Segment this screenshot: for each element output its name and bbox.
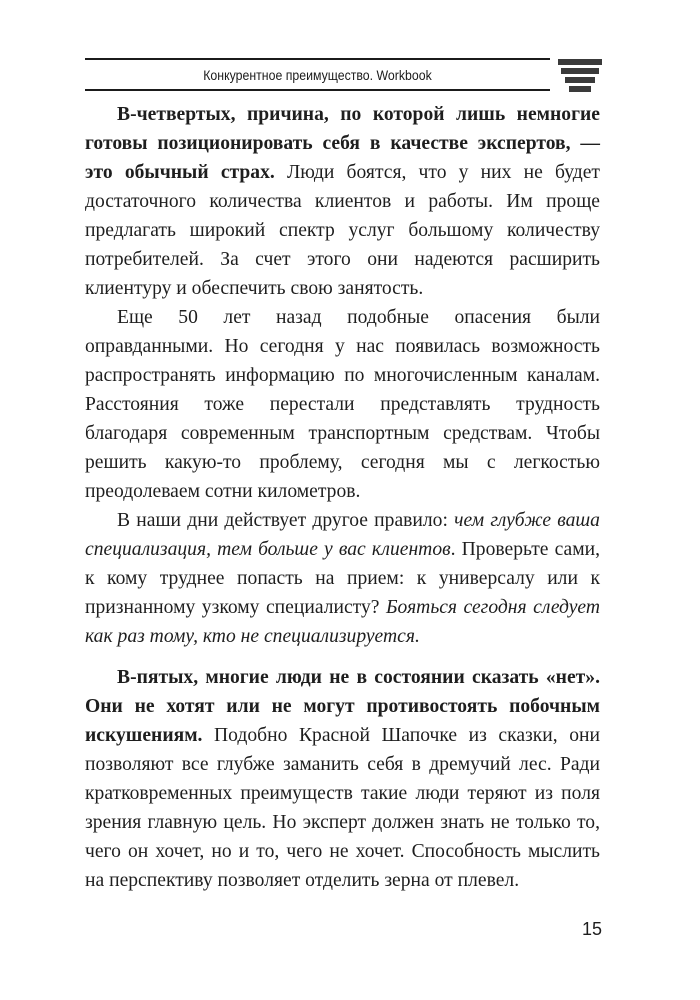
paragraph-fifty-years [85, 303, 600, 506]
header-top-rule [85, 58, 550, 60]
page-number: 15 [581, 919, 602, 939]
italic-emphasis: чем глубже ваша специализация, тем больше у вас клиентов [85, 510, 600, 560]
paragraph-new-rule [85, 506, 600, 651]
header-bottom-rule [85, 89, 550, 91]
bold-lead: В-четвертых, причина, по которой лишь немногие готовы позиционировать себя в качестве экспертов, — это обычный страх. [85, 104, 600, 183]
header-title: Конкурентное преимущество. Workbook [203, 67, 432, 83]
paragraph-text: В наши дни действует другое правило: [117, 510, 455, 531]
paragraph-text: Люди боятся, что у них не будет достаточного количества клиентов и работы. Им проще предлагать широкий спектр услуг большому количеству потребителей. За счет этого они надеются расширить клиентуру и обеспечить свою занятость. [85, 162, 600, 299]
bold-lead: В-пятых, многие люди не в состоянии сказать «нет». Они не хотят или не могут противостоять побочным искушениям. [85, 667, 600, 746]
paragraph-fourth-reason [85, 100, 600, 303]
paragraph-text: . Проверьте сами, к кому труднее попасть на прием: к универсалу или к признанному узкому специалисту? [85, 539, 601, 618]
stacked-bars-icon [558, 59, 602, 97]
paragraph-text: Еще 50 лет назад подобные опасения были оправданными. Но сегодня у нас появилась возможность распространять информацию по многочисленным каналам. Расстояния тоже перестали представлять трудность благодаря современным транспортным средствам. Чтобы решить какую-то проблему, сегодня мы с легкостью преодолеваем сотни километров. [85, 307, 600, 502]
main-text [85, 100, 600, 895]
running-header [85, 58, 550, 91]
paragraph-text: Подобно Красной Шапочке из сказки, они позволяют все глубже заманить себя в дремучий лес. Ради кратковременных преимуществ такие люди теряют из поля зрения главную цель. Но эксперт должен знать не только то, чего он хочет, но и то, чего не хочет. Способность мыслить на перспективу позволяет отделить зерна от плевел. [85, 725, 600, 891]
paragraph-fifth-reason [85, 663, 600, 895]
italic-emphasis: Бояться сегодня следует как раз тому, кто не специализируется. [85, 597, 600, 647]
